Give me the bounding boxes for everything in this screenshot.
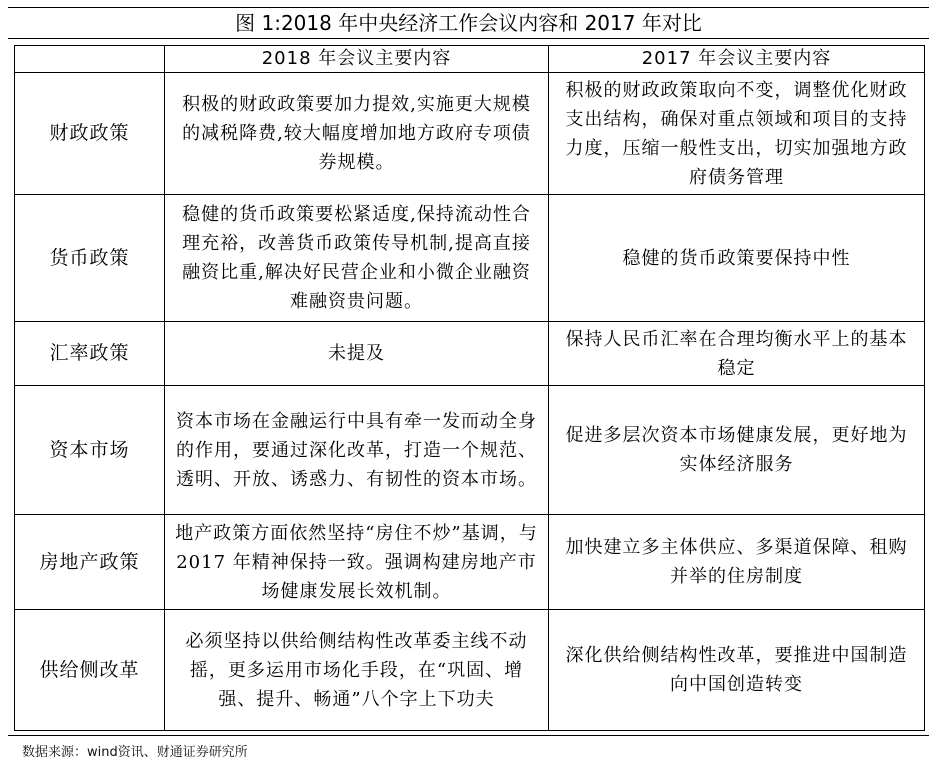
header-blank [15,46,165,73]
content-2018-cell: 资本市场在金融运行中具有牵一发而动全身的作用，要通过深化改革，打造一个规范、透明、开放、诱惑力、有韧性的资本市场。 [165,386,549,515]
content-2018-cell: 必须坚持以供给侧结构性改革委主线不动摇，更多运用市场化手段，在“巩固、增强、提升、畅通”八个字上下功夫 [165,610,549,731]
content-2017-cell: 深化供给侧结构性改革，要推进中国制造向中国创造转变 [549,610,925,731]
content-2017-cell: 促进多层次资本市场健康发展，更好地为实体经济服务 [549,386,925,515]
table-row-fiscal-policy [15,73,925,195]
source-note: 数据来源：wind资讯、财通证券研究所 [22,745,248,760]
table-row-supply-side-reform [15,610,925,731]
comparison-table [14,45,925,731]
table-header-row [15,46,925,73]
content-2017-cell: 稳健的货币政策要保持中性 [549,195,925,322]
content-2018-cell: 稳健的货币政策要松紧适度,保持流动性合理充裕，改善货币政策传导机制,提高直接融资比重,解决好民营企业和小微企业融资难融资贵问题。 [165,195,549,322]
content-2018-cell: 未提及 [165,322,549,386]
table-row-capital-market [15,386,925,515]
category-cell: 房地产政策 [15,515,165,610]
bottom-rule [8,735,929,736]
category-cell: 货币政策 [15,195,165,322]
table-row-fx-policy [15,322,925,386]
header-2017: 2017 年会议主要内容 [549,46,925,73]
figure-frame [8,7,929,729]
category-cell: 财政政策 [15,73,165,195]
content-2018-cell: 积极的财政政策要加力提效,实施更大规模的减税降费,较大幅度增加地方政府专项债券规模。 [165,73,549,195]
content-2018-cell: 地产政策方面依然坚持“房住不炒”基调，与 2017 年精神保持一致。强调构建房地产市场健康发展长效机制。 [165,515,549,610]
figure-title: 图 1:2018 年中央经济工作会议内容和 2017 年对比 [8,7,929,39]
content-2017-cell: 积极的财政政策取向不变，调整优化财政支出结构，确保对重点领域和项目的支持力度，压缩一般性支出，切实加强地方政府债务管理 [549,73,925,195]
header-2018: 2018 年会议主要内容 [165,46,549,73]
category-cell: 资本市场 [15,386,165,515]
category-cell: 供给侧改革 [15,610,165,731]
content-2017-cell: 保持人民币汇率在合理均衡水平上的基本稳定 [549,322,925,386]
content-2017-cell: 加快建立多主体供应、多渠道保障、租购并举的住房制度 [549,515,925,610]
category-cell: 汇率政策 [15,322,165,386]
table-row-monetary-policy [15,195,925,322]
table-row-real-estate-policy [15,515,925,610]
